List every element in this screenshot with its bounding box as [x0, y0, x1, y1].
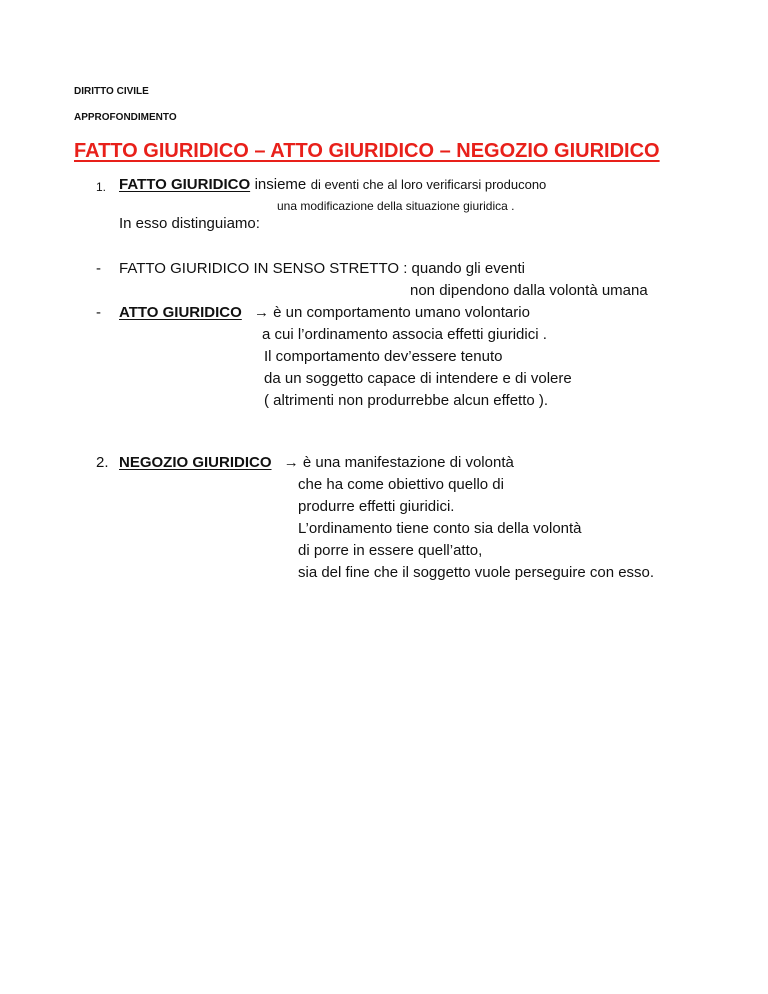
bullet-2-marker: -: [96, 304, 101, 321]
item-2-line-1: [119, 454, 514, 471]
item-2-line-4: L’ordinamento tiene conto sia della volontà: [298, 520, 582, 537]
arrow-right-icon: →: [283, 454, 299, 471]
bullet-1-marker: -: [96, 260, 101, 277]
item-2-line-6: sia del fine che il soggetto vuole perseguire con esso.: [298, 564, 655, 581]
section-label: APPROFONDIMENTO: [74, 112, 177, 123]
bullet-2-line-5: ( altrimenti non produrrebbe alcun effetto ).: [264, 392, 549, 409]
item-1-term: FATTO GIURIDICO: [119, 176, 251, 193]
item-2-term: NEGOZIO GIURIDICO: [119, 454, 272, 471]
item-1-line-3: In esso distinguiamo:: [119, 215, 260, 232]
bullet-2-line-1: [119, 304, 530, 321]
item-2-number: 2.: [96, 454, 109, 471]
bullet-2-line-3: Il comportamento dev’essere tenuto: [264, 348, 503, 365]
item-1-line-2: una modificazione della situazione giuridica .: [277, 199, 515, 213]
subject-label: DIRITTO CIVILE: [74, 86, 149, 97]
item-1-line-1: [119, 176, 546, 194]
bullet-1-line-2: non dipendono dalla volontà umana: [410, 282, 648, 299]
item-2-line-3: produrre effetti giuridici.: [298, 498, 455, 515]
item-2-line-5: di porre in essere quell’atto,: [298, 542, 483, 559]
bullet-1-line-1: FATTO GIURIDICO IN SENSO STRETTO : quando gli eventi: [119, 260, 525, 277]
arrow-right-icon: →: [253, 304, 269, 321]
bullet-2-term: ATTO GIURIDICO: [119, 304, 242, 321]
bullet-2-line-1-text: è un comportamento umano volontario: [273, 304, 530, 321]
item-1-line-1-rest: di eventi che al loro verificarsi producono: [310, 177, 547, 192]
bullet-2-line-4: da un soggetto capace di intendere e di volere: [264, 370, 572, 387]
bullet-2-line-2: a cui l’ordinamento associa effetti giuridici .: [262, 326, 547, 343]
page-title: FATTO GIURIDICO – ATTO GIURIDICO – NEGOZIO GIURIDICO: [74, 140, 660, 162]
item-1-number: 1.: [96, 180, 107, 194]
item-2-line-2: che ha come obiettivo quello di: [298, 476, 504, 493]
item-2-line-1-text: è una manifestazione di volontà: [302, 454, 514, 471]
item-1-word: insieme: [254, 176, 307, 193]
